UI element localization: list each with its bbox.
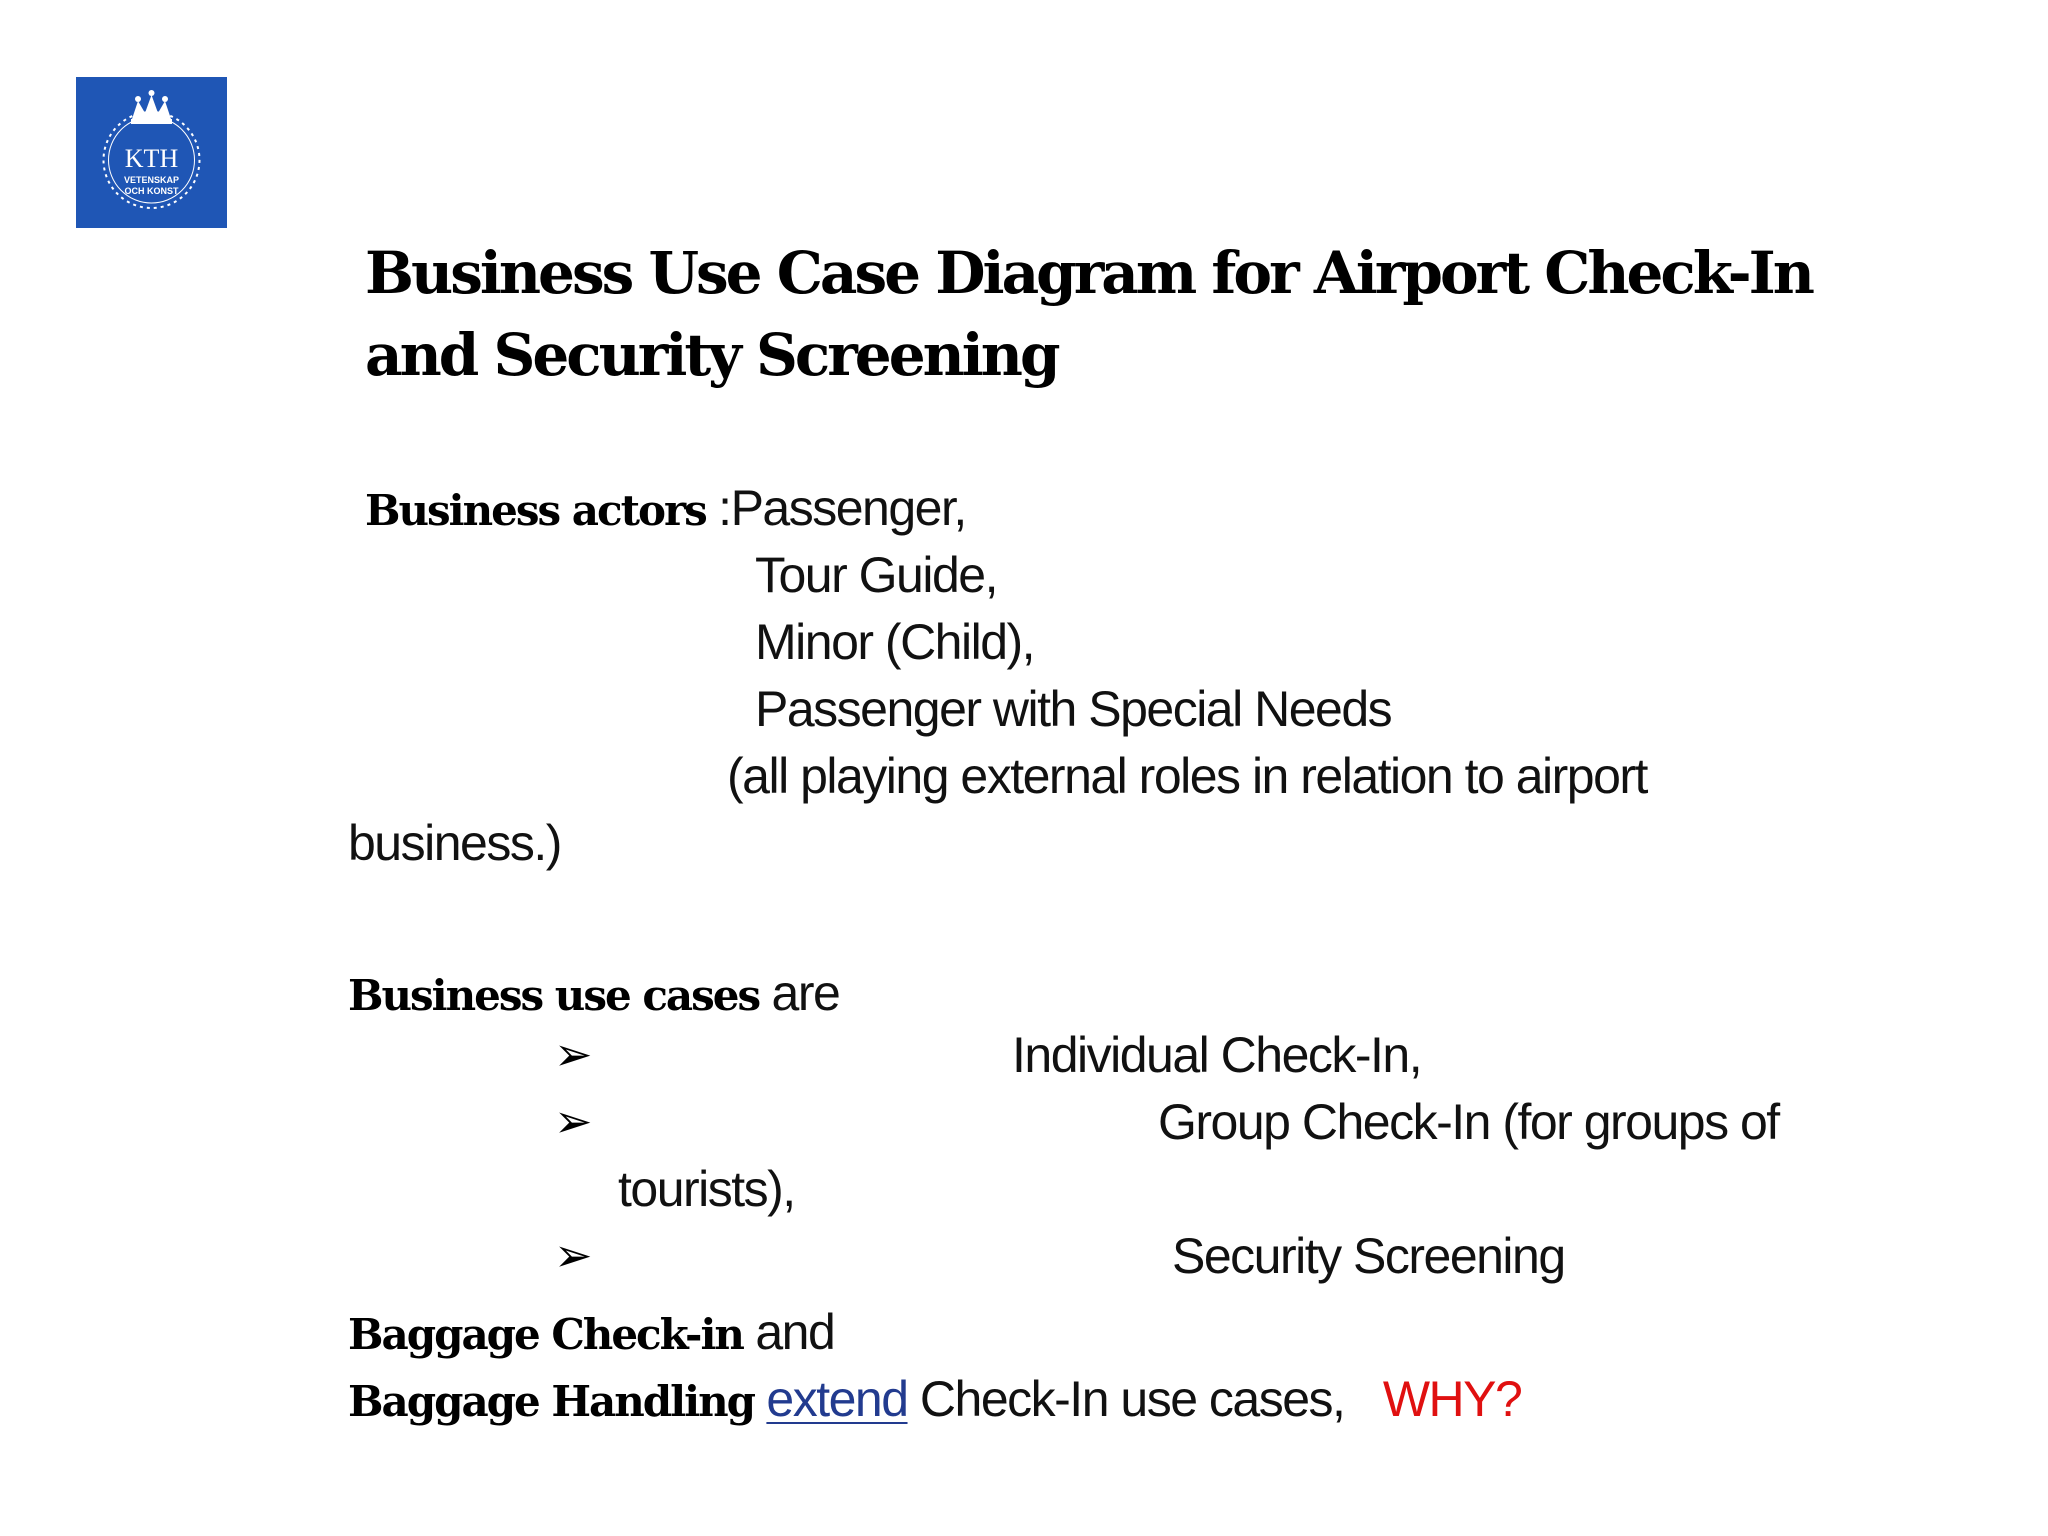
bullet-arrow-icon: ➢ <box>554 1095 593 1147</box>
use-cases-suffix: are <box>759 965 840 1021</box>
slide-title: Business Use Case Diagram for Airport Check-In and Security Screening <box>365 239 1812 389</box>
crown-icon <box>131 90 172 124</box>
actors-line <box>365 478 966 541</box>
use-case-item-continued: tourists), <box>618 1161 795 1217</box>
logo-subtitle-1: VETENSKAP <box>123 175 180 185</box>
use-cases-line <box>348 963 839 1026</box>
extend-link[interactable]: extend <box>766 1371 908 1427</box>
extend-connector: and <box>742 1304 835 1360</box>
extend-line-1 <box>348 1302 834 1365</box>
kth-logo <box>76 77 227 228</box>
bullet-arrow-icon: ➢ <box>554 1028 593 1080</box>
actors-note: (all playing external roles in relation to airport <box>727 748 1647 804</box>
actors-note-continued: business.) <box>348 815 561 871</box>
actor-item: Passenger with Special Needs <box>755 681 1392 737</box>
baggage-handling-label: Baggage Handling <box>348 1377 754 1426</box>
actors-lead: :Passenger, <box>705 480 966 536</box>
why-question: WHY? <box>1382 1371 1522 1427</box>
extend-rest: Check-In use cases, <box>907 1371 1345 1427</box>
extend-line-2 <box>348 1369 1521 1432</box>
actor-item: Tour Guide, <box>755 547 997 603</box>
logo-text: KTH <box>124 144 179 173</box>
actors-label: Business actors <box>365 486 706 535</box>
use-case-item: Group Check-In (for groups of <box>1158 1094 1779 1150</box>
logo-subtitle-2: OCH KONST <box>124 186 179 196</box>
use-cases-label: Business use cases <box>348 971 760 1020</box>
actor-item: Minor (Child), <box>755 614 1035 670</box>
bullet-arrow-icon: ➢ <box>554 1229 593 1281</box>
use-case-item: Individual Check-In, <box>1012 1027 1422 1083</box>
use-case-item: Security Screening <box>1172 1228 1565 1284</box>
baggage-check-in-label: Baggage Check-in <box>348 1310 743 1359</box>
kth-emblem <box>76 77 227 228</box>
